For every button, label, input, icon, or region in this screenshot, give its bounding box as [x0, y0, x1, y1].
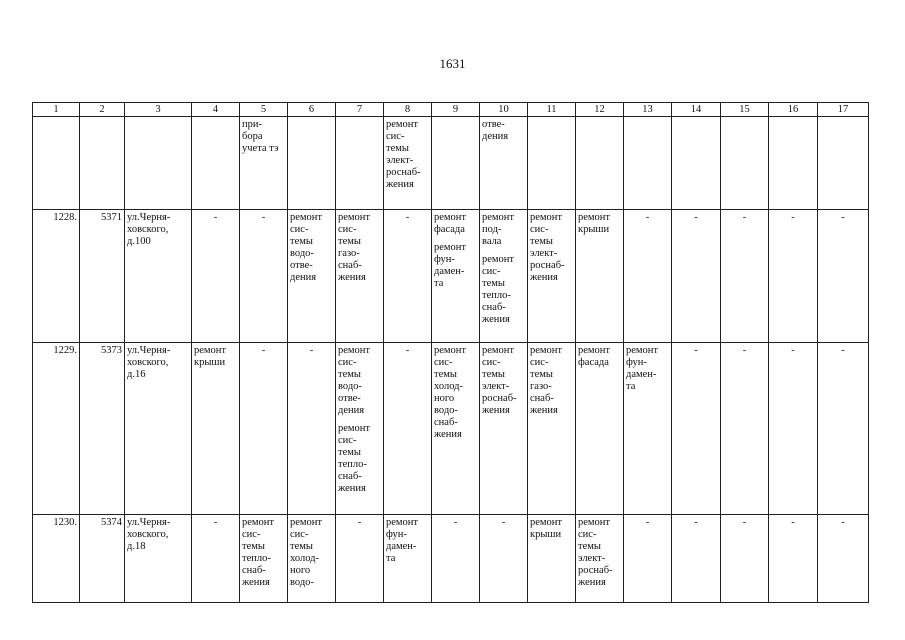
cell-text-line: та: [386, 553, 396, 564]
cell-text-line: снаб-: [434, 417, 458, 428]
cell: [528, 343, 576, 515]
cell-text-line: темы: [434, 369, 457, 380]
cell-text-line: вала: [482, 236, 502, 247]
cell: [33, 117, 80, 210]
cell-text-line: фун-: [434, 254, 455, 265]
col-header: 17: [818, 103, 869, 117]
cell: [336, 117, 384, 210]
cell-text-line: сис-: [578, 529, 597, 540]
cell-text-line: ремонт: [194, 345, 227, 356]
cell-text-line: газо-: [338, 248, 360, 259]
table-row: [33, 343, 869, 515]
cell-text-line: темы: [530, 369, 553, 380]
cell-text-line: роснаб-: [482, 393, 517, 404]
cell-text-line: сис-: [338, 357, 357, 368]
col-header: 10: [480, 103, 528, 117]
cell-text-line: крыши: [194, 357, 226, 368]
col-header: 14: [672, 103, 721, 117]
cell-text-line: сис-: [482, 266, 501, 277]
cell-text-line: сис-: [290, 224, 309, 235]
cell-text-line: ремонт: [578, 212, 611, 223]
cell-text-line: ховского,: [127, 529, 169, 540]
cell: [125, 117, 192, 210]
cell: [336, 210, 384, 343]
cell-text-line: темы: [242, 541, 265, 552]
col-header: 11: [528, 103, 576, 117]
cell-text-line: сис-: [242, 529, 261, 540]
cell-text-line: снаб-: [530, 393, 554, 404]
col-header: 2: [80, 103, 125, 117]
cell-text-line: роснаб-: [578, 565, 613, 576]
cell-text-line: темы: [482, 369, 505, 380]
cell: -: [721, 210, 769, 343]
cell-text-line: холод-: [434, 381, 463, 392]
cell-text-line: снаб-: [338, 471, 362, 482]
cell: -: [721, 343, 769, 515]
cell-text-line: сис-: [290, 529, 309, 540]
page-number: 1631: [439, 56, 466, 71]
cell-text-line: крыши: [578, 224, 610, 235]
cell-text-line: под-: [482, 224, 502, 235]
cell: [192, 117, 240, 210]
cell-text-line: фасада: [578, 357, 609, 368]
cell: [480, 210, 528, 343]
cell: [432, 343, 480, 515]
col-header: 6: [288, 103, 336, 117]
cell: -: [818, 210, 869, 343]
cell-text-line: темы: [290, 236, 313, 247]
cell: [384, 117, 432, 210]
cell-text-line: ремонт: [434, 242, 467, 253]
col-header: 5: [240, 103, 288, 117]
cell-text-line: ул.Черня-: [127, 212, 171, 223]
cell-text-line: ремонт: [482, 212, 515, 223]
cell-text-line: сис-: [338, 435, 357, 446]
cell-text-line: жения: [434, 429, 462, 440]
cell-text-line: ремонт: [482, 254, 515, 265]
cell-text-line: снаб-: [338, 260, 362, 271]
cell-text-line: ного: [290, 565, 311, 576]
cell-text-line: жения: [482, 314, 510, 325]
cell: [480, 117, 528, 210]
cell-text-line: ул.Черня-: [127, 345, 171, 356]
cell: -: [769, 343, 818, 515]
cell: -: [240, 343, 288, 515]
cell: -: [818, 515, 869, 603]
cell: -: [336, 515, 384, 603]
cell-text-line: ховского,: [127, 357, 169, 368]
cell-text-line: ремонт: [338, 212, 371, 223]
cell-text-line: темы: [338, 236, 361, 247]
cell-text-line: темы: [530, 236, 553, 247]
table-row: [33, 210, 869, 343]
cell: [672, 117, 721, 210]
row-address: [125, 210, 192, 343]
cell-text-line: бора: [242, 131, 263, 142]
row-code: 5373: [80, 343, 125, 515]
cell: [288, 515, 336, 603]
cell: -: [480, 515, 528, 603]
col-header: 7: [336, 103, 384, 117]
cell: [721, 117, 769, 210]
row-number: 1230.: [33, 515, 80, 603]
register-table: [32, 102, 869, 603]
cell: [576, 343, 624, 515]
cell-text-line: снаб-: [482, 302, 506, 313]
cell-text-line: ремонт: [578, 345, 611, 356]
cell: [288, 117, 336, 210]
cell: [818, 117, 869, 210]
cell-text-line: ремонт: [338, 345, 371, 356]
cell: -: [192, 515, 240, 603]
cell: [432, 117, 480, 210]
cell-text-line: учета тэ: [242, 143, 279, 154]
cell-text-line: темы: [482, 278, 505, 289]
cell-text-line: роснаб-: [386, 167, 421, 178]
cell: -: [769, 210, 818, 343]
cell: [576, 117, 624, 210]
cell-text-line: элект-: [578, 553, 606, 564]
cell-text-line: сис-: [530, 224, 549, 235]
cell-text-line: ремонт: [434, 212, 467, 223]
cell-text-line: ул.Черня-: [127, 517, 171, 528]
cell-text-line: ремонт: [290, 212, 323, 223]
cell-text-line: ремонт: [626, 345, 659, 356]
cell: -: [672, 210, 721, 343]
cell-text-line: сис-: [482, 357, 501, 368]
cell-text-line: жения: [338, 272, 366, 283]
cell-text-line: водо-: [434, 405, 458, 416]
cell-text-line: дамен-: [386, 541, 417, 552]
row-number: 1229.: [33, 343, 80, 515]
row-code: 5371: [80, 210, 125, 343]
cell: [528, 117, 576, 210]
cell: -: [432, 515, 480, 603]
cell-text-line: дамен-: [434, 266, 465, 277]
table-row: [33, 515, 869, 603]
cell: [192, 343, 240, 515]
cell: [624, 343, 672, 515]
cell-text-line: крыши: [530, 529, 562, 540]
col-header: 16: [769, 103, 818, 117]
col-header: 3: [125, 103, 192, 117]
row-address: [125, 515, 192, 603]
cell: [576, 515, 624, 603]
cell-text-line: та: [626, 381, 636, 392]
cell-text-line: дамен-: [626, 369, 657, 380]
cell: [480, 343, 528, 515]
cell-text-line: д.18: [127, 541, 146, 552]
cell-text-line: ремонт: [578, 517, 611, 528]
col-header: 12: [576, 103, 624, 117]
cell-text-line: отве-: [290, 260, 313, 271]
cell-text-line: жения: [386, 179, 414, 190]
cell-text-line: жения: [242, 577, 270, 588]
col-header: 1: [33, 103, 80, 117]
col-header: 15: [721, 103, 769, 117]
cell-text-line: дения: [338, 405, 365, 416]
cell: [240, 117, 288, 210]
cell-text-line: при-: [242, 119, 262, 130]
cell-text-line: ремонт: [434, 345, 467, 356]
cell: [288, 210, 336, 343]
cell: [240, 515, 288, 603]
cell-text-line: газо-: [530, 381, 552, 392]
cell-text-line: тепло-: [242, 553, 271, 564]
cell-text-line: ремонт: [290, 517, 323, 528]
cell-text-line: ремонт: [338, 423, 371, 434]
cell-text-line: сис-: [434, 357, 453, 368]
cell-text-line: ремонт: [530, 517, 563, 528]
cell: [80, 117, 125, 210]
cell-text-line: элект-: [530, 248, 558, 259]
cell-text-line: темы: [338, 369, 361, 380]
cell: [624, 117, 672, 210]
cell-text-line: элект-: [482, 381, 510, 392]
cell-text-line: жения: [338, 483, 366, 494]
cell: [528, 515, 576, 603]
cell-text-line: ремонт: [386, 119, 419, 130]
cell-text-line: сис-: [386, 131, 405, 142]
cell: -: [624, 515, 672, 603]
cell-text-line: ремонт: [386, 517, 419, 528]
cell-text-line: та: [434, 278, 444, 289]
cell: -: [288, 343, 336, 515]
cell-text-line: сис-: [338, 224, 357, 235]
cell-text-line: темы: [386, 143, 409, 154]
cell: -: [769, 515, 818, 603]
row-code: 5374: [80, 515, 125, 603]
continuation-row: [33, 117, 869, 210]
cell-text-line: д.100: [127, 236, 151, 247]
cell-text-line: ремонт: [530, 212, 563, 223]
col-header: 8: [384, 103, 432, 117]
cell-text-line: ремонт: [242, 517, 275, 528]
cell-text-line: сис-: [530, 357, 549, 368]
row-address: [125, 343, 192, 515]
cell-text-line: д.16: [127, 369, 146, 380]
cell: [336, 343, 384, 515]
cell-text-line: жения: [530, 272, 558, 283]
cell-text-line: отве-: [338, 393, 361, 404]
col-header: 9: [432, 103, 480, 117]
cell: [384, 515, 432, 603]
row-number: 1228.: [33, 210, 80, 343]
cell-text-line: темы: [290, 541, 313, 552]
col-header: 4: [192, 103, 240, 117]
cell: [528, 210, 576, 343]
cell-text-line: роснаб-: [530, 260, 565, 271]
cell-text-line: водо-: [290, 248, 314, 259]
cell: -: [384, 210, 432, 343]
cell-text-line: темы: [338, 447, 361, 458]
cell: -: [721, 515, 769, 603]
cell-text-line: снаб-: [242, 565, 266, 576]
cell-text-line: элект-: [386, 155, 414, 166]
cell-text-line: тепло-: [482, 290, 511, 301]
cell: [576, 210, 624, 343]
cell-text-line: отве-: [482, 119, 505, 130]
cell: [432, 210, 480, 343]
cell-text-line: ного: [434, 393, 455, 404]
cell-text-line: жения: [530, 405, 558, 416]
cell-text-line: ремонт: [530, 345, 563, 356]
cell-text-line: темы: [578, 541, 601, 552]
cell-text-line: тепло-: [338, 459, 367, 470]
cell: -: [240, 210, 288, 343]
cell-text-line: дения: [482, 131, 509, 142]
cell: -: [624, 210, 672, 343]
cell: [769, 117, 818, 210]
cell: -: [672, 515, 721, 603]
cell: -: [192, 210, 240, 343]
col-header: 13: [624, 103, 672, 117]
cell-text-line: фун-: [386, 529, 407, 540]
cell-text-line: водо-: [290, 577, 314, 588]
cell-text-line: жения: [482, 405, 510, 416]
cell-text-line: холод-: [290, 553, 319, 564]
cell-text-line: ремонт: [482, 345, 515, 356]
cell: -: [818, 343, 869, 515]
cell-text-line: жения: [578, 577, 606, 588]
cell-text-line: водо-: [338, 381, 362, 392]
cell-text-line: фун-: [626, 357, 647, 368]
header-row: [33, 103, 869, 117]
cell: -: [384, 343, 432, 515]
cell-text-line: фасада: [434, 224, 465, 235]
cell-text-line: ховского,: [127, 224, 169, 235]
cell: -: [672, 343, 721, 515]
cell-text-line: дения: [290, 272, 317, 283]
